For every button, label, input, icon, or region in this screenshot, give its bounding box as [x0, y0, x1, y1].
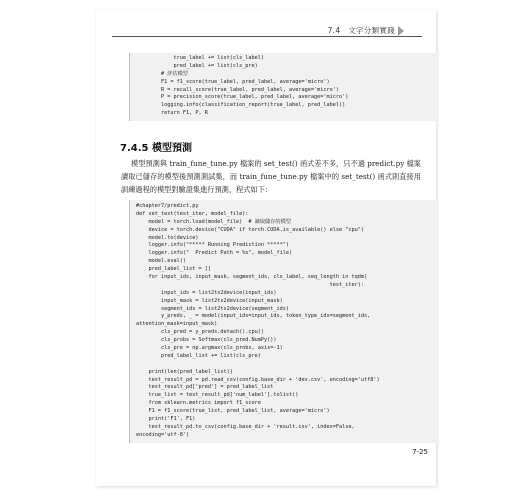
code-line: pred_label_list = [] [136, 266, 211, 273]
code-line: true_list = test_result_pd['num_label'].tolist() [136, 392, 299, 399]
code-line: test_result_pd.to_csv(config.base_dir + 'result.csv', index=False, [136, 423, 355, 430]
code-line: test_result_pd = pd.read_csv(config.base_dir + 'dev.csv', encoding='utf8') [136, 376, 380, 383]
code-line: cls_pre = np.argmax(cls_probs, axis=-1) [136, 345, 283, 352]
code-line [136, 361, 435, 369]
code-line: y_preds, _ = model(input_ids=input_ids, token_type_ids=segment_ids, [136, 313, 371, 320]
code-line: #chapter7/predict.py [136, 203, 199, 209]
code-line: device = torch.device("CUDA" if torch.CUDA.is_available() else "cpu") [136, 226, 364, 233]
code-line: F1 = f1_score(true_label, pred_label, average='micro') [136, 78, 330, 85]
code-line: logger.info(" Predict Path = %s", model_file) [136, 250, 293, 257]
code-line: print(len(pred_label_list)) [136, 368, 233, 375]
code-line: model = torch.load(model_file) # 讀取儲存的模型 [136, 218, 291, 225]
code-line: logger.info("***** Running Prediction *****") [136, 242, 290, 249]
header-rule [112, 36, 422, 37]
code-line: R = recall_score(true_label, pred_label, average='micro') [136, 86, 340, 93]
code-line: cls_pred = y_preds.detach().cpu() [136, 329, 265, 336]
code-line: input_ids = list2ts2device(input_ids) [136, 289, 277, 296]
code-line: model.eval() [136, 258, 186, 265]
code-line: logging.info(classification_report(true_label, pred_label)) [136, 102, 346, 109]
code-line: # 評估模型 [136, 70, 188, 77]
code-line: return F1, P, R [136, 110, 208, 117]
page-number: 7-25 [412, 448, 428, 456]
code-line: model.to(device) [136, 234, 199, 241]
code-line: pred_label += list(cls_pre) [136, 62, 258, 69]
chapter-header [328, 25, 404, 36]
code-line: print('F1', F1) [136, 416, 196, 423]
code-line: P = precision_score(true_label, pred_label, average='micro') [136, 94, 349, 101]
code-line: encoding='utf-8') [136, 431, 190, 438]
code-line: F1 = f1_score(true_list, pred_label_list, average='micro') [136, 408, 330, 415]
code-block-predict [129, 200, 439, 443]
chapter-title: 7.4 文字分類實踐 [327, 26, 395, 35]
code-line: from sklearn.metrics import f1_score [136, 400, 261, 407]
code-line: test_result_pd['pred'] = pred_label_list [136, 384, 274, 391]
body-paragraph: 模型預測與 train_fune_tune.py 檔案的 set_test() 函式差不多，只不過 predict.py 檔案讀取已儲存的模型後預測測試集，而 train_fune_tune.py 檔案中的 set_test() 函式則直接用訓練過程的模型對驗證集進行預測，程式如下： [121, 159, 421, 194]
code-line: true_label += list(cls_label) [136, 55, 265, 61]
chapter-marker-icon [398, 26, 404, 36]
section-title: 7.4.5 模型預測 [120, 143, 192, 154]
code-line: test_iter): [136, 281, 364, 288]
code-line: input_mask = list2ts2device(input_mask) [136, 297, 283, 304]
code-line: segment_ids = list2ts2device(segment_ids) [136, 305, 290, 312]
code-line: cls_probs = Softmax(cls_pred.NumPy()) [136, 337, 277, 344]
code-line: pred_label_list += list(cls_pre) [136, 352, 261, 359]
code-line: def set_test(test_iter, model_file): [136, 210, 249, 217]
code-line: attention_mask=input_mask) [136, 321, 218, 328]
code-block-evaluation [129, 53, 439, 121]
code-line: for input_ids, input_mask, segment_ids, cls_label, seq_length in tqdm( [136, 274, 368, 281]
